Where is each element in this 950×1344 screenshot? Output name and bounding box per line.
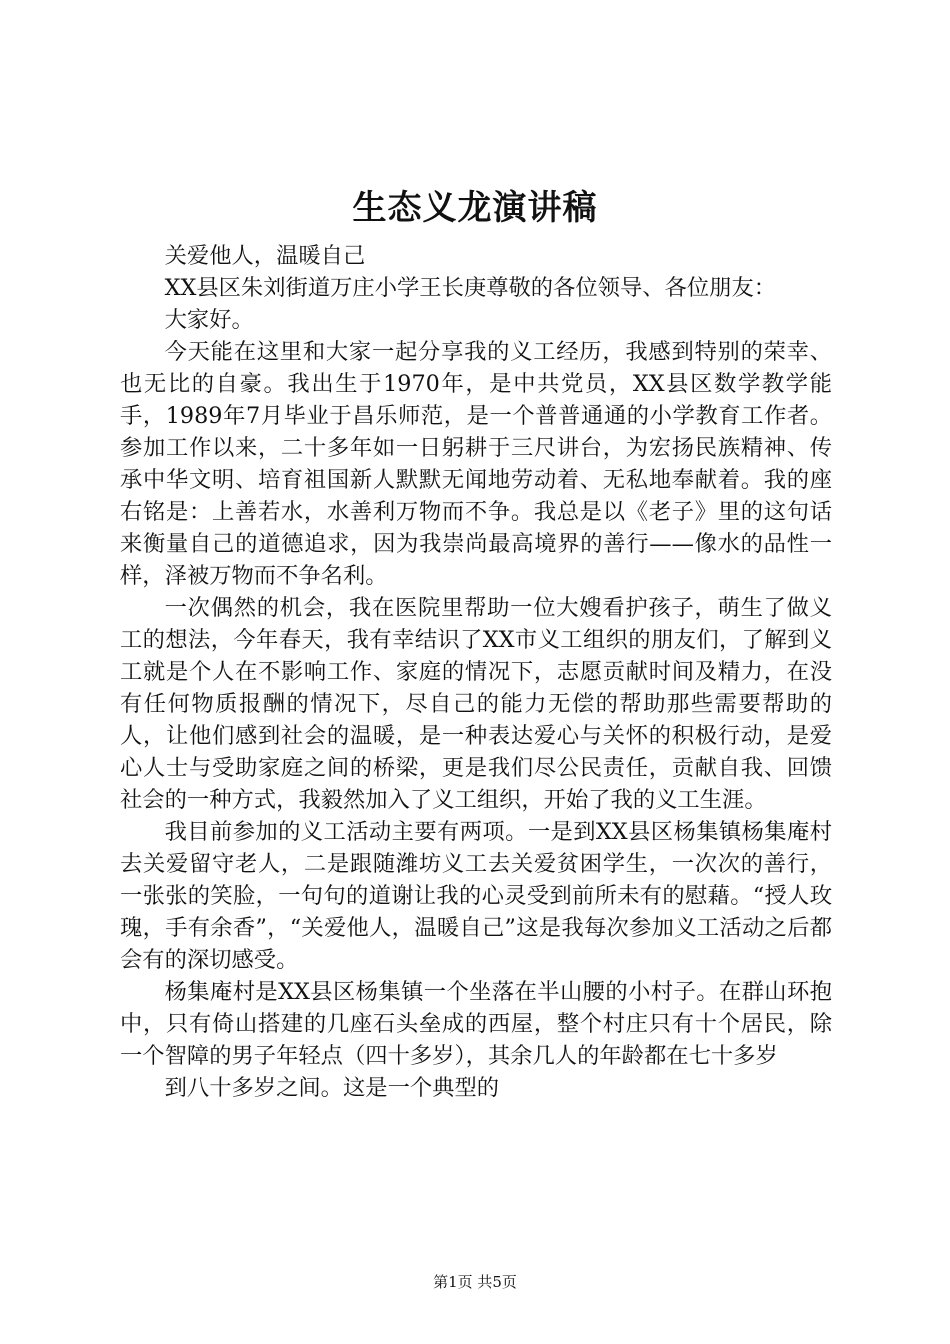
paragraph-continuation: 到八十多岁之间。这是一个典型的 [164, 1075, 500, 1101]
page-footer: 第1页 共5页 [433, 1273, 517, 1291]
document-title: 生态义龙演讲稿 [352, 188, 598, 228]
paragraph-author-greeting: XX县区朱刘街道万庄小学王长庚尊敬的各位领导、各位朋友： [164, 275, 777, 301]
paragraph-village: 杨集庵村是XX县区杨集镇一个坐落在半山腰的小村子。在群山环抱中，只有倚山搭建的几座石头垒成的西屋，整个村庄只有十个居民，除一个智障的男子年轻点（四十多岁），其余几人的年龄都在七十多岁 [120, 979, 832, 1069]
paragraph-activities: 我目前参加的义工活动主要有两项。一是到XX县区杨集镇杨集庵村去关爱留守老人，二是跟随潍坊义工去关爱贫困学生，一次次的善行，一张张的笑脸，一句句的道谢让我的心灵受到前所未有的慰藉。“授人玫瑰，手有余香”，“关爱他人，温暖自己”这是我每次参加义工活动之后都会有的深切感受。 [120, 819, 832, 973]
paragraph-volunteer-origin: 一次偶然的机会，我在医院里帮助一位大嫂看护孩子，萌生了做义工的想法，今年春天，我有幸结识了XX市义工组织的朋友们，了解到义工就是个人在不影响工作、家庭的情况下，志愿贡献时间及精力，在没有任何物质报酬的情况下，尽自己的能力无偿的帮助那些需要帮助的人，让他们感到社会的温暖，是一种表达爱心与关怀的积极行动，是爱心人士与受助家庭之间的桥梁，更是我们尽公民责任，贡献自我、回馈社会的一种方式，我毅然加入了义工组织，开始了我的义工生涯。 [120, 595, 832, 813]
paragraph-subtitle: 关爱他人，温暖自己 [164, 243, 366, 269]
paragraph-intro: 今天能在这里和大家一起分享我的义工经历，我感到特别的荣幸、也无比的自豪。我出生于1970年，是中共党员，XX县区数学教学能手，1989年7月毕业于昌乐师范，是一个普普通通的小学教育工作者。参加工作以来，二十多年如一日躬耕于三尺讲台，为宏扬民族精神、传承中华文明、培育祖国新人默默无闻地劳动着、无私地奉献着。我的座右铭是：上善若水，水善利万物而不争。我总是以《老子》里的这句话来衡量自己的道德追求，因为我崇尚最高境界的善行——像水的品性一样，泽被万物而不争名利。 [120, 339, 832, 589]
document-body [120, 240, 832, 1104]
paragraph-hello: 大家好。 [164, 307, 254, 333]
